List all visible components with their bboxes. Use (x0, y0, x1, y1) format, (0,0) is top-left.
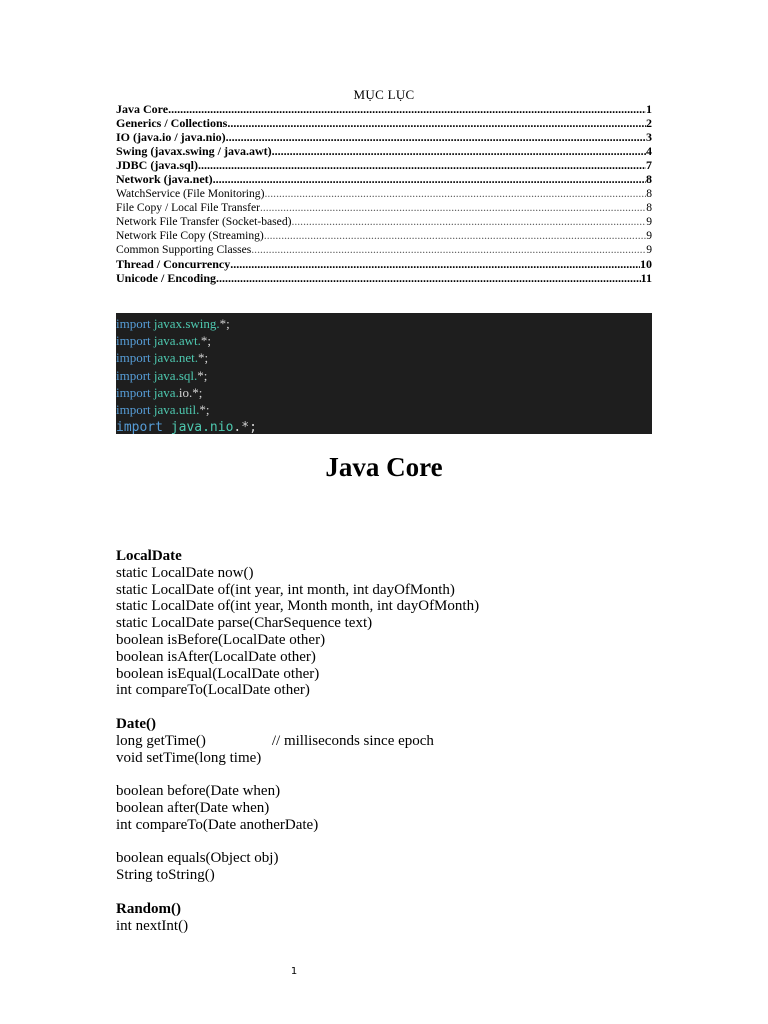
toc-entry[interactable] (116, 271, 652, 285)
code-package: java. (153, 384, 179, 400)
imports-code-block (116, 313, 652, 434)
toc-entry-page: 11 (640, 271, 652, 286)
toc-subentry[interactable] (116, 229, 652, 243)
code-line (116, 419, 652, 436)
code-package: java.util. (153, 401, 200, 417)
toc-entry-page: 7 (646, 158, 652, 173)
method-line: static LocalDate of(int year, Month month, int dayOfMonth) (116, 598, 480, 615)
table-of-contents (116, 102, 652, 285)
method-line: boolean after(Date when) (116, 799, 270, 816)
toc-leader-dots (264, 229, 646, 243)
section-title-localdate: LocalDate (116, 548, 182, 564)
code-line (116, 384, 652, 401)
toc-entry[interactable] (116, 172, 652, 186)
toc-leader-dots (291, 215, 646, 229)
code-keyword: import (116, 401, 151, 417)
toc-entry-label: Swing (javax.swing / java.awt) (116, 144, 272, 159)
toc-entry-label: Thread / Concurrency (116, 257, 231, 272)
code-line (116, 401, 652, 418)
code-line (116, 332, 652, 349)
code-line (116, 315, 652, 332)
method-line: boolean isAfter(LocalDate other) (116, 648, 316, 665)
toc-entry[interactable] (116, 158, 652, 172)
section-title-random: Random() (116, 900, 182, 917)
toc-entry-page: 10 (640, 257, 652, 272)
paragraph-gap (116, 834, 676, 851)
code-keyword: import (116, 350, 151, 366)
toc-entry-label: Network File Transfer (Socket-based) (116, 214, 292, 228)
method-line: int compareTo(LocalDate other) (116, 682, 310, 699)
code-package: java.sql. (153, 367, 198, 383)
toc-entry[interactable] (116, 130, 652, 144)
toc-entry-page: 8 (646, 200, 652, 214)
toc-entry-page: 8 (646, 172, 652, 187)
code-keyword: import (116, 333, 151, 349)
toc-leader-dots (168, 102, 646, 116)
method-line: void setTime(long time) (116, 749, 262, 766)
toc-entry-page: 8 (646, 186, 652, 200)
toc-entry-page: 2 (646, 116, 652, 131)
toc-leader-dots (213, 172, 646, 186)
method-line: static LocalDate of(int year, int month, int dayOfMonth) (116, 581, 455, 598)
toc-subentry[interactable] (116, 201, 652, 215)
method-line: boolean equals(Object obj) (116, 850, 279, 867)
toc-entry-page: 1 (646, 102, 652, 116)
toc-entry-label: Network (java.net) (116, 172, 213, 187)
code-keyword: import (116, 316, 151, 331)
code-comment: // milliseconds since epoch (271, 732, 434, 749)
page-heading: Java Core (325, 452, 443, 482)
toc-entry-label: WatchService (File Monitoring) (116, 186, 265, 200)
code-keyword: import (116, 367, 151, 383)
toc-entry-label: File Copy / Local File Transfer (116, 200, 260, 214)
code-plain: io.*; (178, 384, 203, 400)
toc-entry-page: 9 (646, 214, 652, 228)
code-plain: *; (200, 333, 211, 349)
toc-entry-page: 4 (646, 144, 652, 159)
code-keyword: import (116, 384, 151, 400)
paragraph-gap (116, 884, 676, 901)
toc-entry-label: IO (java.io / java.nio) (116, 130, 226, 145)
method-line: boolean before(Date when) (116, 783, 281, 800)
toc-leader-dots (264, 187, 646, 201)
code-plain: *; (219, 316, 230, 331)
toc-subentry[interactable] (116, 215, 652, 229)
method-line: static LocalDate now() (116, 564, 254, 581)
toc-entry-label: Generics / Collections (116, 116, 228, 131)
code-package: java.nio (170, 420, 234, 436)
toc-leader-dots (272, 144, 646, 158)
paragraph-gap (116, 766, 676, 783)
method-line: boolean isBefore(LocalDate other) (116, 631, 326, 648)
code-package: java.net. (153, 350, 198, 366)
code-plain: *; (197, 350, 209, 366)
toc-leader-dots (230, 257, 640, 271)
code-package: javax.swing. (153, 316, 220, 331)
toc-entry-label: Java Core (116, 102, 169, 116)
code-line (116, 349, 652, 366)
code-keyword: import (116, 420, 163, 436)
toc-entry-page: 3 (646, 130, 652, 145)
method-text: long getTime() (116, 732, 206, 749)
code-package: java.awt. (153, 333, 201, 349)
toc-entry[interactable] (116, 257, 652, 271)
toc-entry[interactable] (116, 102, 652, 116)
method-line (116, 733, 676, 750)
method-line: String toString() (116, 867, 215, 884)
toc-title: MỤC LỤC (353, 87, 415, 102)
code-plain: *; (199, 401, 210, 417)
method-line: int compareTo(Date anotherDate) (116, 816, 319, 833)
code-plain: *; (197, 367, 208, 383)
code-line (116, 367, 652, 384)
document-body (116, 548, 676, 934)
toc-entry[interactable] (116, 144, 652, 158)
toc-leader-dots (260, 201, 646, 215)
toc-leader-dots (227, 116, 646, 130)
toc-entry-page: 9 (646, 242, 652, 256)
toc-entry-label: JDBC (java.sql) (116, 158, 199, 173)
method-line: boolean isEqual(LocalDate other) (116, 665, 320, 682)
toc-leader-dots (216, 271, 641, 285)
toc-leader-dots (251, 243, 646, 257)
toc-leader-dots (198, 158, 646, 172)
toc-entry-label: Common Supporting Classes (116, 242, 252, 256)
toc-subentry[interactable] (116, 243, 652, 257)
section-title-date: Date() (116, 715, 156, 732)
page-number: 1 (290, 966, 298, 977)
method-line: int nextInt() (116, 917, 189, 934)
toc-entry-page: 9 (646, 228, 652, 242)
toc-leader-dots (226, 130, 646, 144)
toc-entry-label: Unicode / Encoding (116, 271, 217, 286)
code-plain: .*; (233, 420, 257, 436)
toc-entry[interactable] (116, 116, 652, 130)
toc-subentry[interactable] (116, 187, 652, 201)
paragraph-gap (116, 699, 676, 716)
toc-entry-label: Network File Copy (Streaming) (116, 228, 264, 242)
method-line: static LocalDate parse(CharSequence text) (116, 615, 373, 632)
